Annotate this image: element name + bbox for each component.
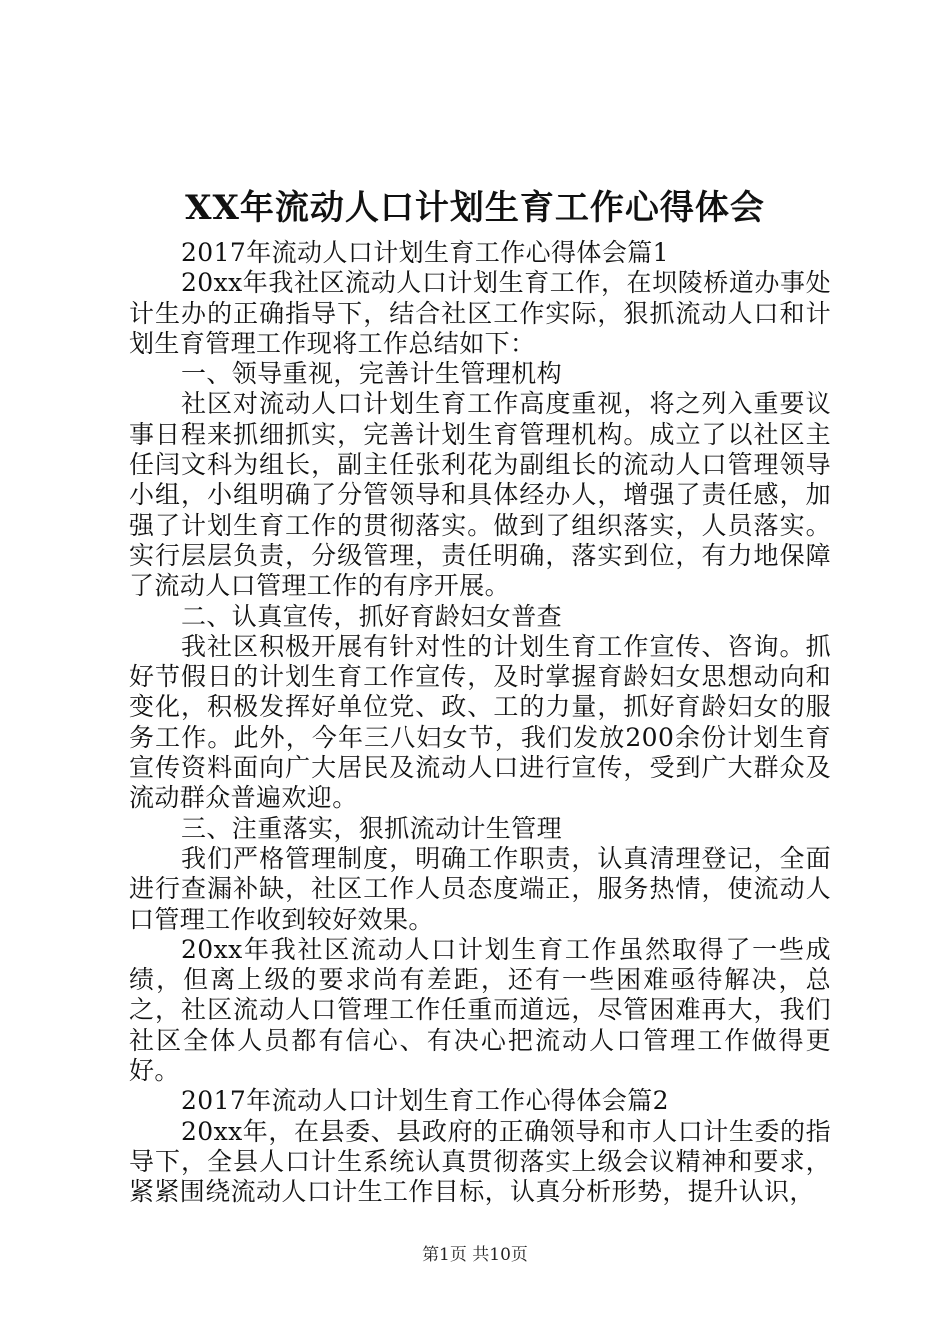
section-heading: 2017年流动人口计划生育工作心得体会篇1 — [181, 238, 669, 267]
body-paragraph: 我们严格管理制度，明确工作职责，认真清理登记，全面进行查漏补缺，社区工作人员态度端正，服务热情，使流动人口管理工作收到较好效果。 — [129, 843, 831, 934]
body-paragraph: 20xx年我社区流动人口计划生育工作虽然取得了一些成绩，但离上级的要求尚有差距，还有一些困难亟待解决，总之，社区流动人口管理工作任重而道远，尽管困难再大，我们社区全体人员都有信心、有决心把流动人口管理工作做得更好。 — [129, 934, 831, 1086]
section-heading: 三、注重落实，狠抓流动计生管理 — [181, 813, 563, 843]
section-heading: 二、认真宣传，抓好育龄妇女普查 — [181, 601, 563, 631]
page-footer — [0, 1244, 950, 1266]
section-heading: 一、领导重视，完善计生管理机构 — [181, 359, 563, 389]
body-paragraph: 20xx年我社区流动人口计划生育工作，在坝陵桥道办事处计生办的正确指导下，结合社区工作实际，狠抓流动人口和计划生育管理工作现将工作总结如下： — [129, 268, 831, 358]
body-paragraph: 20xx年，在县委、县政府的正确领导和市人口计生委的指导下，全县人口计生系统认真贯彻落实上级会议精神和要求，紧紧围绕流动人口计生工作目标，认真分析形势，提升认识， — [129, 1116, 831, 1207]
body-paragraph: 我社区积极开展有针对性的计划生育工作宣传、咨询。抓好节假日的计划生育工作宣传，及时掌握育龄妇女思想动向和变化，积极发挥好单位党、政、工的力量，抓好育龄妇女的服务工作。此外，今年三八妇女节，我们发放200余份计划生育宣传资料面向广大居民及流动人口进行宣传，受到广大群众及流动群众普遍欢迎。 — [129, 631, 831, 813]
section-heading: 2017年流动人口计划生育工作心得体会篇2 — [181, 1086, 669, 1116]
body-paragraph: 社区对流动人口计划生育工作高度重视，将之列入重要议事日程来抓细抓实，完善计划生育管理机构。成立了以社区主任闫文科为组长，副主任张利花为副组长的流动人口管理领导小组，小组明确了分管领导和具体经办人，增强了责任感，加强了计划生育工作的贯彻落实。做到了组织落实，人员落实。实行层层负责，分级管理，责任明确，落实到位，有力地保障了流动人口管理工作的有序开展。 — [129, 389, 831, 601]
document-body — [129, 238, 831, 1208]
page-indicator: 第1页 共10页 — [422, 1245, 528, 1265]
document-title: XX年流动人口计划生育工作心得体会 — [185, 188, 765, 228]
